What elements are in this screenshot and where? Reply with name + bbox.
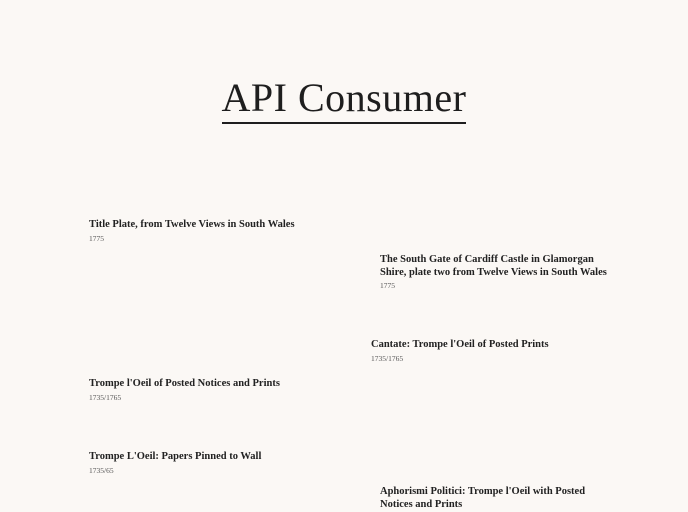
artwork-card[interactable] — [89, 378, 349, 403]
artwork-date: 1735/65 — [89, 465, 114, 475]
artwork-title[interactable]: Aphorismi Politici: Trompe l'Oeil with Posted Notices and Prints — [380, 486, 586, 510]
artwork-date: 1735/1765 — [89, 392, 122, 402]
artwork-title[interactable]: Cantate: Trompe l'Oeil of Posted Prints — [371, 339, 549, 350]
artwork-date: 1775 — [89, 233, 104, 243]
artwork-date: 1775 — [380, 281, 395, 290]
artwork-title[interactable]: Title Plate, from Twelve Views in South Wales — [89, 219, 295, 230]
artwork-title[interactable]: The South Gate of Cardiff Castle in Glamorgan Shire, plate two from Twelve Views in South Wales — [380, 254, 607, 278]
artwork-card[interactable] — [371, 339, 631, 364]
artwork-card[interactable] — [89, 451, 349, 476]
artwork-card[interactable] — [380, 254, 612, 291]
header — [0, 76, 688, 124]
artwork-title[interactable]: Trompe l'Oeil of Posted Notices and Prints — [89, 378, 280, 389]
artwork-title[interactable]: Trompe L'Oeil: Papers Pinned to Wall — [89, 451, 262, 462]
artwork-card[interactable] — [89, 219, 349, 244]
artwork-date: 1735/1765 — [371, 353, 404, 363]
page-title: API Consumer — [222, 76, 467, 124]
artwork-card[interactable] — [380, 486, 612, 511]
